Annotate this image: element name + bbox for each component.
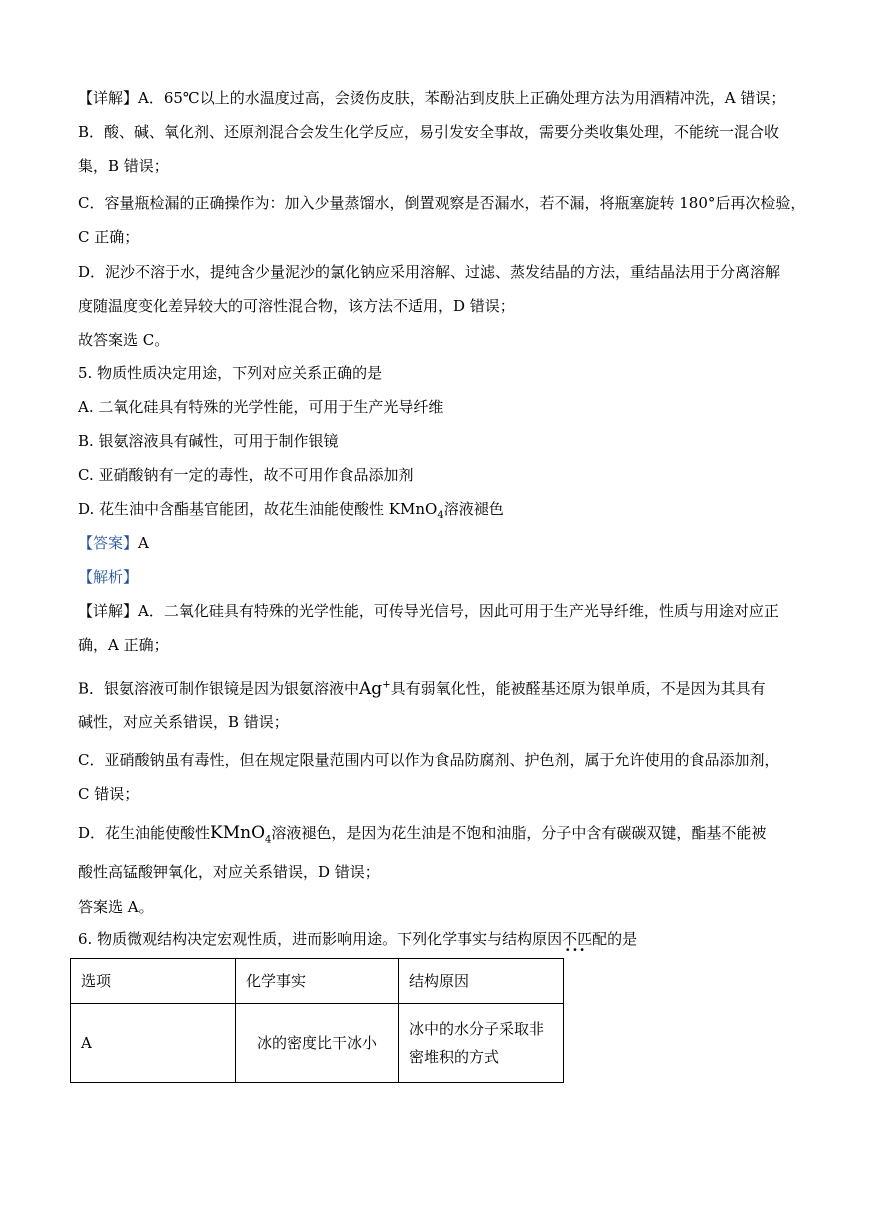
q5-conclusion: 答案选 A。	[78, 898, 154, 916]
kmno4-formula: KMnO$_4$	[210, 823, 272, 846]
header-option: 选项	[71, 959, 236, 1004]
table-header-row	[71, 959, 564, 1004]
q4-explanation-d-line1: D．泥沙不溶于水，提纯含少量泥沙的氯化钠应采用溶解、过滤、蒸发结晶的方法，重结晶法用于分离溶解	[78, 263, 781, 281]
q5-explanation-c-line1: C．亚硝酸钠虽有毒性，但在规定限量范围内可以作为食品防腐剂、护色剂，属于允许使用的食品添加剂，	[78, 751, 780, 769]
q6-table	[70, 958, 564, 1083]
answer-label: 【答案】	[78, 534, 139, 552]
table-row	[71, 1004, 564, 1083]
answer-value: A	[138, 534, 149, 552]
q4-explanation-b-line1: B．酸、碱、氧化剂、还原剂混合会发生化学反应，易引发安全事故，需要分类收集处理，不能统一混合收	[78, 123, 780, 141]
q4-explanation-d-line2: 度随温度变化差异较大的可溶性混合物，该方法不适用，D 错误；	[78, 297, 515, 315]
q5-answer	[78, 533, 149, 553]
cell-reason: 冰中的水分子采取非 密堆积的方式	[399, 1004, 564, 1083]
q5-explanation-c-line2: C 错误；	[78, 785, 140, 803]
detail-label: 【详解】	[78, 89, 139, 107]
q4-explanation-b-line2: 集，B 错误；	[78, 157, 169, 175]
emphasis-not-match: 不匹配 ···	[562, 929, 607, 949]
detail-label: 【详解】	[78, 602, 139, 620]
q6-stem: 6. 物质微观结构决定宏观性质，进而影响用途。下列化学事实与结构原因不匹配 ···的是	[78, 929, 637, 949]
q4-explanation-c-line1: C．容量瓶检漏的正确操作为：加入少量蒸馏水，倒置观察是否漏水，若不漏，将瓶塞旋转 180°后再次检验，	[78, 194, 806, 212]
q5-explanation-a-line1: 【详解】A．二氧化硅具有特殊的光学性能，可传导光信号，因此可用于生产光导纤维，性质与用途对应正	[78, 602, 779, 620]
q5-option-a: A. 二氧化硅具有特殊的光学性能，可用于生产光导纤维	[78, 398, 444, 416]
q5-explanation-a-line2: 确，A 正确；	[78, 636, 169, 654]
analysis-label: 【解析】	[78, 568, 139, 586]
header-fact: 化学事实	[236, 959, 399, 1004]
q4-explanation-c-line2: C 正确；	[78, 228, 140, 246]
silver-ion: Ag+	[359, 678, 391, 699]
q5-explanation-b-line2: 碱性，对应关系错误，B 错误；	[78, 713, 289, 731]
q5-option-c: C. 亚硝酸钠有一定的毒性，故不可用作食品添加剂	[78, 466, 414, 484]
q5-option-b: B. 银氨溶液具有碱性，可用于制作银镜	[78, 432, 339, 450]
q4-conclusion: 故答案选 C。	[78, 331, 170, 349]
q5-option-d: D. 花生油中含酯基官能团，故花生油能使酸性 KMnO$_4$溶液褪色	[78, 500, 504, 521]
cell-option: A	[71, 1004, 236, 1083]
q5-explanation-d-line1: D．花生油能使酸性KMnO$_4$溶液褪色，是因为花生油是不饱和油脂，分子中含有碳碳双键，酯基不能被	[78, 823, 767, 846]
header-reason: 结构原因	[399, 959, 564, 1004]
q4-explanation-a: 【详解】A．65℃以上的水温度过高，会烫伤皮肤，苯酚沾到皮肤上正确处理方法为用酒精冲洗，A 错误；	[78, 89, 786, 107]
q5-explanation-d-line2: 酸性高锰酸钾氧化，对应关系错误，D 错误；	[78, 863, 380, 881]
q5-stem: 5. 物质性质决定用途，下列对应关系正确的是	[78, 364, 383, 382]
cell-fact: 冰的密度比干冰小	[236, 1004, 399, 1083]
q5-explanation-b-line1: B．银氨溶液可制作银镜是因为银氨溶液中Ag+具有弱氧化性，能被醛基还原为银单质，不是因为其具有	[78, 678, 766, 699]
